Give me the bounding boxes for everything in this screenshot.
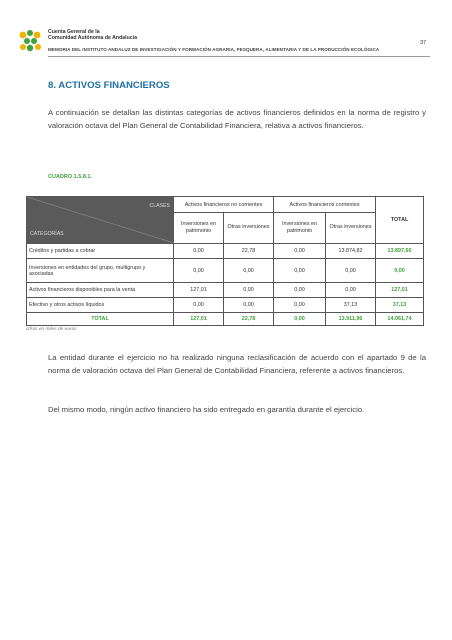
- junta-andalucia-logo: [18, 29, 44, 53]
- row-label: Efectivo y otros activos líquidos: [27, 298, 174, 313]
- cell-value: 13.874,82: [326, 244, 376, 259]
- cell-value: 0,00: [326, 283, 376, 298]
- header-divider: [48, 56, 430, 57]
- total-row-label: TOTAL: [27, 313, 174, 326]
- cell-value: 22,78: [224, 244, 274, 259]
- row-label: Activos financieros disponibles para la venta: [27, 283, 174, 298]
- cell-value: 37,13: [326, 298, 376, 313]
- table-corner-header: [27, 197, 174, 244]
- cell-value: 0,00: [224, 298, 274, 313]
- row-total: 127,01: [376, 283, 424, 298]
- cell-value: 0,00: [326, 259, 376, 283]
- table-row: [27, 259, 424, 283]
- subheader-nc-other: Otras inversiones: [224, 213, 274, 244]
- table-row: [27, 298, 424, 313]
- corner-label-categorias: CATEGORÍAS: [30, 231, 64, 237]
- total-cell: 127,01: [174, 313, 224, 326]
- cell-value: 0,00: [274, 244, 326, 259]
- org-name-line2: Comunidad Autónoma de Andalucía: [48, 35, 137, 41]
- document-subtitle: MEMORIA DEL INSTITUTO ANDALUZ DE INVESTIGACIÓN Y FORMACIÓN AGRARIA, PESQUERA, ALIMENTARIA Y DE LA PRODUCCIÓN ECOLÓGICA: [48, 47, 380, 52]
- grand-total: 14.061,74: [376, 313, 424, 326]
- group-header-current: Activos financieros corrientes: [274, 197, 376, 213]
- section-heading: 8. ACTIVOS FINANCIEROS: [48, 80, 170, 91]
- row-total: 13.897,60: [376, 244, 424, 259]
- row-label: Inversiones en entidades del grupo, multigrupo y asociadas: [27, 259, 174, 283]
- cell-value: 0,00: [224, 283, 274, 298]
- reclassification-paragraph: La entidad durante el ejercicio no ha realizado ninguna reclasificación de acuerdo con el apartado 9 de la norma de valoración octava del Plan General de Contabilidad Financiera, referente a activos financieros.: [48, 353, 426, 375]
- total-cell: 0,00: [274, 313, 326, 326]
- org-name-line1: Cuenta General de la: [48, 29, 100, 35]
- row-label: Créditos y partidas a cobrar: [27, 244, 174, 259]
- cell-value: 127,01: [174, 283, 224, 298]
- financial-assets-table: [26, 196, 424, 326]
- guarantee-paragraph: Del mismo modo, ningún activo financiero ha sido entregado en garantía durante el ejercicio.: [48, 405, 365, 414]
- cell-value: 0,00: [274, 298, 326, 313]
- cell-value: 0,00: [274, 259, 326, 283]
- cell-value: 0,00: [274, 283, 326, 298]
- intro-paragraph: A continuación se detallan las distintas categorías de activos financieros definidos en la norma de registro y valoración octava del Plan General de Contabilidad Financiera, relativa a activos financieros.: [48, 108, 426, 130]
- cell-value: 0,00: [174, 244, 224, 259]
- table-total-row: [27, 313, 424, 326]
- total-column-header: TOTAL: [376, 197, 424, 244]
- group-header-noncurrent: Activos financieros no corrientes: [174, 197, 274, 213]
- subheader-nc-equity: Inversiones en patrimonio: [174, 213, 224, 244]
- cell-value: 0,00: [174, 298, 224, 313]
- subheader-c-equity: Inversiones en patrimonio: [274, 213, 326, 244]
- total-cell: 13.911,96: [326, 313, 376, 326]
- cell-value: 0,00: [174, 259, 224, 283]
- subheader-c-other: Otras inversiones: [326, 213, 376, 244]
- cell-value: 0,00: [224, 259, 274, 283]
- row-total: 37,13: [376, 298, 424, 313]
- total-cell: 22,78: [224, 313, 274, 326]
- table-row: [27, 244, 424, 259]
- page-number: 37: [420, 40, 427, 46]
- row-total: 0,00: [376, 259, 424, 283]
- table-row: [27, 283, 424, 298]
- table-caption: CUADRO 1.5.8.1.: [48, 174, 93, 180]
- table-units-note: cifras en miles de euros: [26, 327, 77, 332]
- corner-label-clases: CLASES: [149, 203, 170, 209]
